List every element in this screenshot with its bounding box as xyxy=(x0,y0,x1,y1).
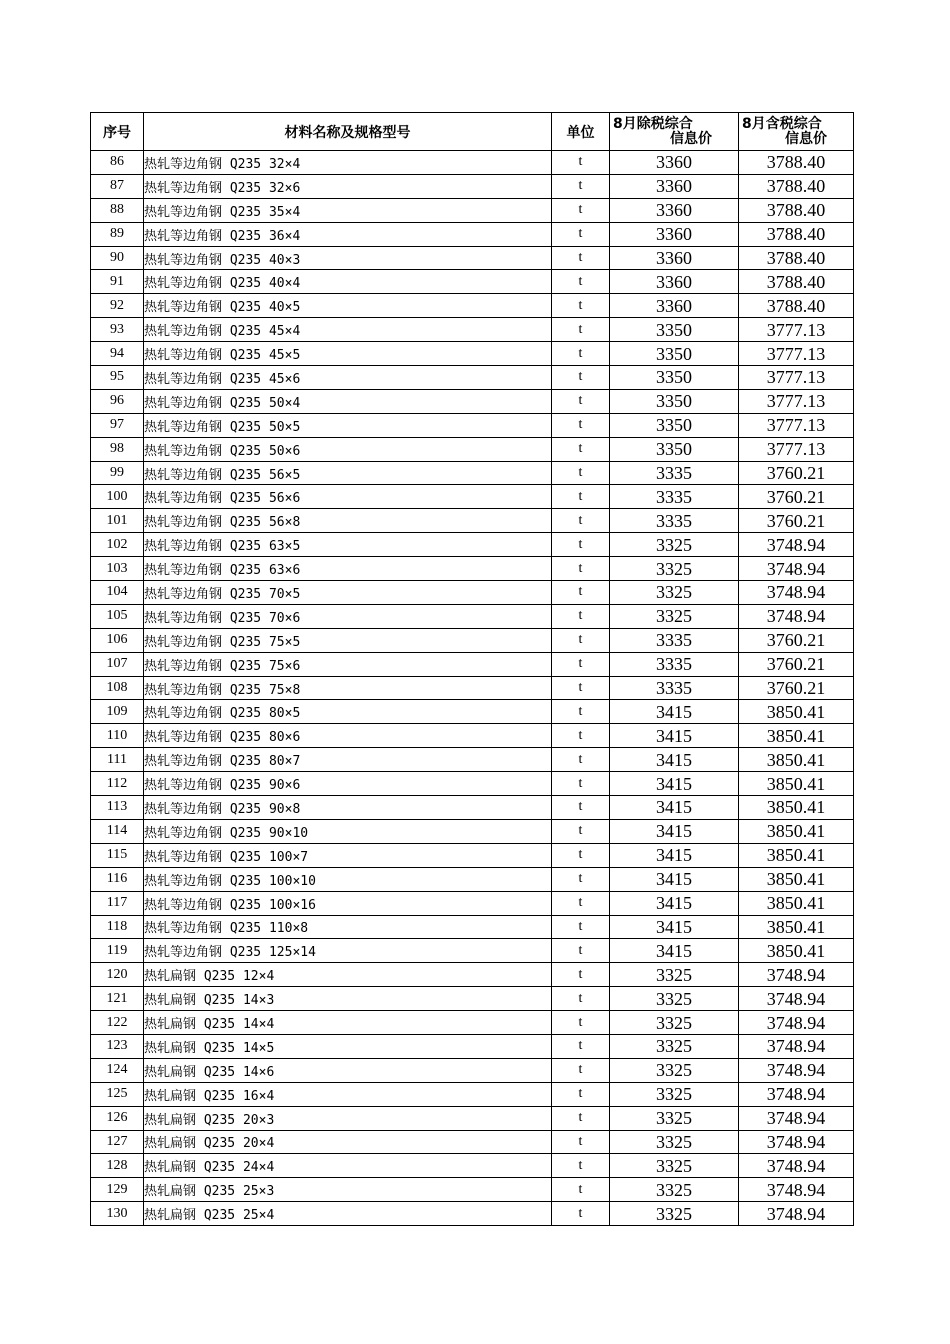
row-unit: t xyxy=(552,1082,610,1106)
table-row xyxy=(91,987,854,1011)
row-serial-no: 97 xyxy=(91,413,144,437)
row-price-ex-tax: 3325 xyxy=(610,1106,739,1130)
row-price-inc-tax: 3850.41 xyxy=(739,724,854,748)
row-price-ex-tax: 3360 xyxy=(610,270,739,294)
row-unit: t xyxy=(552,461,610,485)
row-material-name: 热轧等边角钢 Q235 32×6 xyxy=(144,174,552,198)
table-row xyxy=(91,1130,854,1154)
row-unit: t xyxy=(552,987,610,1011)
row-unit: t xyxy=(552,557,610,581)
row-price-ex-tax: 3335 xyxy=(610,485,739,509)
row-price-ex-tax: 3415 xyxy=(610,843,739,867)
header-price-ex-tax xyxy=(610,113,739,151)
row-unit: t xyxy=(552,174,610,198)
row-price-inc-tax: 3788.40 xyxy=(739,270,854,294)
row-price-ex-tax: 3350 xyxy=(610,413,739,437)
row-unit: t xyxy=(552,1130,610,1154)
row-price-inc-tax: 3777.13 xyxy=(739,389,854,413)
row-price-ex-tax: 3350 xyxy=(610,342,739,366)
row-price-ex-tax: 3415 xyxy=(610,867,739,891)
table-row xyxy=(91,270,854,294)
header-serial-no: 序号 xyxy=(91,113,144,151)
row-serial-no: 117 xyxy=(91,891,144,915)
table-body xyxy=(91,151,854,1226)
row-unit: t xyxy=(552,485,610,509)
table-row xyxy=(91,437,854,461)
row-serial-no: 127 xyxy=(91,1130,144,1154)
table-row xyxy=(91,198,854,222)
row-price-ex-tax: 3350 xyxy=(610,366,739,390)
table-row xyxy=(91,413,854,437)
row-serial-no: 91 xyxy=(91,270,144,294)
table-row xyxy=(91,151,854,175)
row-material-name: 热轧等边角钢 Q235 63×5 xyxy=(144,533,552,557)
table-row xyxy=(91,676,854,700)
row-price-ex-tax: 3325 xyxy=(610,604,739,628)
row-price-ex-tax: 3360 xyxy=(610,151,739,175)
row-price-ex-tax: 3325 xyxy=(610,1058,739,1082)
header-price-inc-tax xyxy=(739,113,854,151)
row-serial-no: 111 xyxy=(91,748,144,772)
table-row xyxy=(91,1106,854,1130)
header-material-name: 材料名称及规格型号 xyxy=(144,113,552,151)
row-serial-no: 99 xyxy=(91,461,144,485)
row-unit: t xyxy=(552,748,610,772)
row-price-inc-tax: 3788.40 xyxy=(739,246,854,270)
table-row xyxy=(91,342,854,366)
row-price-ex-tax: 3335 xyxy=(610,676,739,700)
row-price-ex-tax: 3325 xyxy=(610,1154,739,1178)
row-material-name: 热轧等边角钢 Q235 32×4 xyxy=(144,151,552,175)
row-price-ex-tax: 3415 xyxy=(610,748,739,772)
table-row xyxy=(91,533,854,557)
row-unit: t xyxy=(552,843,610,867)
row-serial-no: 130 xyxy=(91,1202,144,1226)
row-unit: t xyxy=(552,342,610,366)
row-price-inc-tax: 3850.41 xyxy=(739,867,854,891)
price-table xyxy=(90,112,854,1226)
row-material-name: 热轧等边角钢 Q235 56×6 xyxy=(144,485,552,509)
row-serial-no: 96 xyxy=(91,389,144,413)
row-price-inc-tax: 3760.21 xyxy=(739,676,854,700)
row-serial-no: 114 xyxy=(91,819,144,843)
row-serial-no: 92 xyxy=(91,294,144,318)
row-material-name: 热轧等边角钢 Q235 50×6 xyxy=(144,437,552,461)
row-price-ex-tax: 3415 xyxy=(610,939,739,963)
row-serial-no: 88 xyxy=(91,198,144,222)
table-row xyxy=(91,1178,854,1202)
row-price-ex-tax: 3415 xyxy=(610,724,739,748)
row-serial-no: 115 xyxy=(91,843,144,867)
row-serial-no: 110 xyxy=(91,724,144,748)
row-material-name: 热轧等边角钢 Q235 40×4 xyxy=(144,270,552,294)
row-material-name: 热轧扁钢 Q235 12×4 xyxy=(144,963,552,987)
row-price-inc-tax: 3777.13 xyxy=(739,366,854,390)
row-price-inc-tax: 3748.94 xyxy=(739,1202,854,1226)
row-price-inc-tax: 3788.40 xyxy=(739,151,854,175)
row-price-inc-tax: 3850.41 xyxy=(739,748,854,772)
table-row xyxy=(91,724,854,748)
row-unit: t xyxy=(552,1202,610,1226)
row-material-name: 热轧等边角钢 Q235 35×4 xyxy=(144,198,552,222)
row-price-inc-tax: 3850.41 xyxy=(739,819,854,843)
row-price-inc-tax: 3777.13 xyxy=(739,342,854,366)
row-unit: t xyxy=(552,437,610,461)
row-serial-no: 106 xyxy=(91,628,144,652)
row-price-ex-tax: 3350 xyxy=(610,389,739,413)
table-row xyxy=(91,318,854,342)
row-price-ex-tax: 3325 xyxy=(610,1178,739,1202)
row-material-name: 热轧等边角钢 Q235 45×5 xyxy=(144,342,552,366)
table-row xyxy=(91,485,854,509)
row-price-ex-tax: 3350 xyxy=(610,318,739,342)
row-serial-no: 125 xyxy=(91,1082,144,1106)
row-material-name: 热轧扁钢 Q235 20×3 xyxy=(144,1106,552,1130)
table-row xyxy=(91,843,854,867)
row-material-name: 热轧等边角钢 Q235 100×7 xyxy=(144,843,552,867)
row-serial-no: 94 xyxy=(91,342,144,366)
table-row xyxy=(91,557,854,581)
row-price-ex-tax: 3415 xyxy=(610,796,739,820)
row-price-ex-tax: 3335 xyxy=(610,628,739,652)
row-material-name: 热轧扁钢 Q235 16×4 xyxy=(144,1082,552,1106)
row-price-ex-tax: 3325 xyxy=(610,581,739,605)
row-price-inc-tax: 3777.13 xyxy=(739,318,854,342)
row-price-inc-tax: 3748.94 xyxy=(739,533,854,557)
row-material-name: 热轧等边角钢 Q235 80×7 xyxy=(144,748,552,772)
row-material-name: 热轧等边角钢 Q235 40×3 xyxy=(144,246,552,270)
table-row xyxy=(91,246,854,270)
row-price-ex-tax: 3325 xyxy=(610,557,739,581)
row-unit: t xyxy=(552,198,610,222)
row-serial-no: 98 xyxy=(91,437,144,461)
row-material-name: 热轧等边角钢 Q235 45×4 xyxy=(144,318,552,342)
table-row xyxy=(91,915,854,939)
row-price-inc-tax: 3748.94 xyxy=(739,1178,854,1202)
row-unit: t xyxy=(552,533,610,557)
row-serial-no: 112 xyxy=(91,772,144,796)
row-price-ex-tax: 3415 xyxy=(610,819,739,843)
row-price-inc-tax: 3760.21 xyxy=(739,652,854,676)
table-row xyxy=(91,772,854,796)
table-row xyxy=(91,1058,854,1082)
row-unit: t xyxy=(552,796,610,820)
row-unit: t xyxy=(552,1178,610,1202)
row-unit: t xyxy=(552,413,610,437)
row-price-ex-tax: 3335 xyxy=(610,509,739,533)
row-unit: t xyxy=(552,1106,610,1130)
row-unit: t xyxy=(552,915,610,939)
row-material-name: 热轧扁钢 Q235 14×5 xyxy=(144,1034,552,1058)
row-price-ex-tax: 3415 xyxy=(610,891,739,915)
row-material-name: 热轧等边角钢 Q235 70×6 xyxy=(144,604,552,628)
table-row xyxy=(91,366,854,390)
row-serial-no: 128 xyxy=(91,1154,144,1178)
row-price-inc-tax: 3760.21 xyxy=(739,628,854,652)
row-material-name: 热轧扁钢 Q235 25×3 xyxy=(144,1178,552,1202)
row-price-inc-tax: 3788.40 xyxy=(739,222,854,246)
table-row xyxy=(91,389,854,413)
row-unit: t xyxy=(552,294,610,318)
row-serial-no: 105 xyxy=(91,604,144,628)
row-unit: t xyxy=(552,246,610,270)
row-price-inc-tax: 3760.21 xyxy=(739,509,854,533)
row-price-ex-tax: 3335 xyxy=(610,461,739,485)
row-unit: t xyxy=(552,604,610,628)
row-unit: t xyxy=(552,509,610,533)
row-price-inc-tax: 3777.13 xyxy=(739,437,854,461)
row-unit: t xyxy=(552,1011,610,1035)
row-price-inc-tax: 3777.13 xyxy=(739,413,854,437)
row-price-inc-tax: 3748.94 xyxy=(739,1011,854,1035)
table-row xyxy=(91,748,854,772)
row-price-inc-tax: 3748.94 xyxy=(739,963,854,987)
row-price-ex-tax: 3360 xyxy=(610,174,739,198)
table-row xyxy=(91,1082,854,1106)
table-row xyxy=(91,604,854,628)
header-price-ex-tax-line2: 信息价 xyxy=(670,130,712,147)
row-price-inc-tax: 3760.21 xyxy=(739,461,854,485)
row-unit: t xyxy=(552,581,610,605)
row-price-inc-tax: 3748.94 xyxy=(739,1034,854,1058)
row-serial-no: 89 xyxy=(91,222,144,246)
row-price-ex-tax: 3325 xyxy=(610,1202,739,1226)
row-unit: t xyxy=(552,1154,610,1178)
row-price-inc-tax: 3748.94 xyxy=(739,557,854,581)
row-price-ex-tax: 3325 xyxy=(610,533,739,557)
row-material-name: 热轧等边角钢 Q235 110×8 xyxy=(144,915,552,939)
row-material-name: 热轧等边角钢 Q235 90×6 xyxy=(144,772,552,796)
row-serial-no: 108 xyxy=(91,676,144,700)
row-serial-no: 124 xyxy=(91,1058,144,1082)
table-row xyxy=(91,819,854,843)
row-serial-no: 90 xyxy=(91,246,144,270)
row-material-name: 热轧等边角钢 Q235 50×4 xyxy=(144,389,552,413)
row-material-name: 热轧等边角钢 Q235 125×14 xyxy=(144,939,552,963)
row-material-name: 热轧等边角钢 Q235 100×10 xyxy=(144,867,552,891)
row-unit: t xyxy=(552,772,610,796)
row-material-name: 热轧等边角钢 Q235 75×5 xyxy=(144,628,552,652)
header-price-inc-tax-line2: 信息价 xyxy=(785,130,827,147)
row-material-name: 热轧扁钢 Q235 25×4 xyxy=(144,1202,552,1226)
row-unit: t xyxy=(552,151,610,175)
row-price-inc-tax: 3748.94 xyxy=(739,987,854,1011)
row-price-ex-tax: 3325 xyxy=(610,1034,739,1058)
table-row xyxy=(91,581,854,605)
row-price-ex-tax: 3415 xyxy=(610,700,739,724)
table-row xyxy=(91,461,854,485)
row-material-name: 热轧等边角钢 Q235 56×8 xyxy=(144,509,552,533)
table-row xyxy=(91,1011,854,1035)
row-serial-no: 107 xyxy=(91,652,144,676)
row-price-inc-tax: 3748.94 xyxy=(739,1154,854,1178)
row-serial-no: 123 xyxy=(91,1034,144,1058)
row-price-inc-tax: 3760.21 xyxy=(739,485,854,509)
row-price-inc-tax: 3850.41 xyxy=(739,843,854,867)
row-serial-no: 103 xyxy=(91,557,144,581)
row-serial-no: 120 xyxy=(91,963,144,987)
table-row xyxy=(91,1034,854,1058)
row-serial-no: 113 xyxy=(91,796,144,820)
row-unit: t xyxy=(552,270,610,294)
table-row xyxy=(91,796,854,820)
row-serial-no: 102 xyxy=(91,533,144,557)
row-material-name: 热轧扁钢 Q235 14×4 xyxy=(144,1011,552,1035)
table-header-row xyxy=(91,113,854,151)
row-material-name: 热轧等边角钢 Q235 90×10 xyxy=(144,819,552,843)
row-price-inc-tax: 3850.41 xyxy=(739,891,854,915)
row-material-name: 热轧等边角钢 Q235 70×5 xyxy=(144,581,552,605)
row-material-name: 热轧等边角钢 Q235 90×8 xyxy=(144,796,552,820)
row-unit: t xyxy=(552,891,610,915)
row-unit: t xyxy=(552,939,610,963)
row-price-ex-tax: 3360 xyxy=(610,198,739,222)
row-material-name: 热轧等边角钢 Q235 75×8 xyxy=(144,676,552,700)
row-serial-no: 93 xyxy=(91,318,144,342)
row-serial-no: 95 xyxy=(91,366,144,390)
row-unit: t xyxy=(552,867,610,891)
row-price-ex-tax: 3360 xyxy=(610,294,739,318)
row-unit: t xyxy=(552,963,610,987)
row-unit: t xyxy=(552,318,610,342)
row-serial-no: 119 xyxy=(91,939,144,963)
row-material-name: 热轧等边角钢 Q235 80×6 xyxy=(144,724,552,748)
row-unit: t xyxy=(552,819,610,843)
table-row xyxy=(91,222,854,246)
table-row xyxy=(91,294,854,318)
row-unit: t xyxy=(552,1034,610,1058)
row-price-ex-tax: 3335 xyxy=(610,652,739,676)
table-row xyxy=(91,1202,854,1226)
row-serial-no: 87 xyxy=(91,174,144,198)
row-serial-no: 118 xyxy=(91,915,144,939)
row-price-inc-tax: 3748.94 xyxy=(739,581,854,605)
row-material-name: 热轧等边角钢 Q235 75×6 xyxy=(144,652,552,676)
row-material-name: 热轧等边角钢 Q235 40×5 xyxy=(144,294,552,318)
header-price-ex-tax-line1: 8月除税综合 xyxy=(613,115,693,132)
row-price-ex-tax: 3325 xyxy=(610,963,739,987)
row-price-inc-tax: 3748.94 xyxy=(739,1082,854,1106)
row-price-ex-tax: 3325 xyxy=(610,1130,739,1154)
table-row xyxy=(91,628,854,652)
row-unit: t xyxy=(552,652,610,676)
row-serial-no: 129 xyxy=(91,1178,144,1202)
row-price-ex-tax: 3415 xyxy=(610,915,739,939)
row-price-ex-tax: 3350 xyxy=(610,437,739,461)
row-price-ex-tax: 3325 xyxy=(610,1082,739,1106)
row-unit: t xyxy=(552,222,610,246)
row-serial-no: 86 xyxy=(91,151,144,175)
row-price-inc-tax: 3748.94 xyxy=(739,1106,854,1130)
row-serial-no: 109 xyxy=(91,700,144,724)
row-material-name: 热轧等边角钢 Q235 80×5 xyxy=(144,700,552,724)
table-row xyxy=(91,652,854,676)
row-price-inc-tax: 3850.41 xyxy=(739,915,854,939)
row-serial-no: 126 xyxy=(91,1106,144,1130)
header-price-inc-tax-line1: 8月含税综合 xyxy=(742,115,822,132)
table-row xyxy=(91,891,854,915)
row-unit: t xyxy=(552,366,610,390)
row-material-name: 热轧扁钢 Q235 24×4 xyxy=(144,1154,552,1178)
row-price-inc-tax: 3850.41 xyxy=(739,939,854,963)
row-unit: t xyxy=(552,700,610,724)
row-material-name: 热轧等边角钢 Q235 50×5 xyxy=(144,413,552,437)
row-price-inc-tax: 3748.94 xyxy=(739,1058,854,1082)
row-serial-no: 104 xyxy=(91,581,144,605)
row-serial-no: 122 xyxy=(91,1011,144,1035)
row-unit: t xyxy=(552,628,610,652)
row-unit: t xyxy=(552,676,610,700)
row-unit: t xyxy=(552,389,610,413)
table-row xyxy=(91,963,854,987)
row-material-name: 热轧等边角钢 Q235 100×16 xyxy=(144,891,552,915)
row-price-inc-tax: 3850.41 xyxy=(739,796,854,820)
row-material-name: 热轧等边角钢 Q235 63×6 xyxy=(144,557,552,581)
table-row xyxy=(91,1154,854,1178)
row-unit: t xyxy=(552,1058,610,1082)
row-unit: t xyxy=(552,724,610,748)
row-serial-no: 101 xyxy=(91,509,144,533)
row-material-name: 热轧等边角钢 Q235 45×6 xyxy=(144,366,552,390)
row-price-inc-tax: 3748.94 xyxy=(739,604,854,628)
row-material-name: 热轧扁钢 Q235 14×3 xyxy=(144,987,552,1011)
table-row xyxy=(91,939,854,963)
row-price-inc-tax: 3850.41 xyxy=(739,700,854,724)
row-price-ex-tax: 3360 xyxy=(610,222,739,246)
table-row xyxy=(91,509,854,533)
row-material-name: 热轧等边角钢 Q235 56×5 xyxy=(144,461,552,485)
row-price-ex-tax: 3415 xyxy=(610,772,739,796)
row-price-inc-tax: 3788.40 xyxy=(739,174,854,198)
row-material-name: 热轧等边角钢 Q235 36×4 xyxy=(144,222,552,246)
row-material-name: 热轧扁钢 Q235 14×6 xyxy=(144,1058,552,1082)
row-material-name: 热轧扁钢 Q235 20×4 xyxy=(144,1130,552,1154)
row-price-inc-tax: 3748.94 xyxy=(739,1130,854,1154)
row-serial-no: 116 xyxy=(91,867,144,891)
row-price-inc-tax: 3788.40 xyxy=(739,198,854,222)
table-row xyxy=(91,700,854,724)
row-serial-no: 121 xyxy=(91,987,144,1011)
row-price-ex-tax: 3325 xyxy=(610,1011,739,1035)
header-unit: 单位 xyxy=(552,113,610,151)
row-serial-no: 100 xyxy=(91,485,144,509)
table-row xyxy=(91,174,854,198)
row-price-inc-tax: 3788.40 xyxy=(739,294,854,318)
row-price-ex-tax: 3360 xyxy=(610,246,739,270)
row-price-inc-tax: 3850.41 xyxy=(739,772,854,796)
table-row xyxy=(91,867,854,891)
row-price-ex-tax: 3325 xyxy=(610,987,739,1011)
